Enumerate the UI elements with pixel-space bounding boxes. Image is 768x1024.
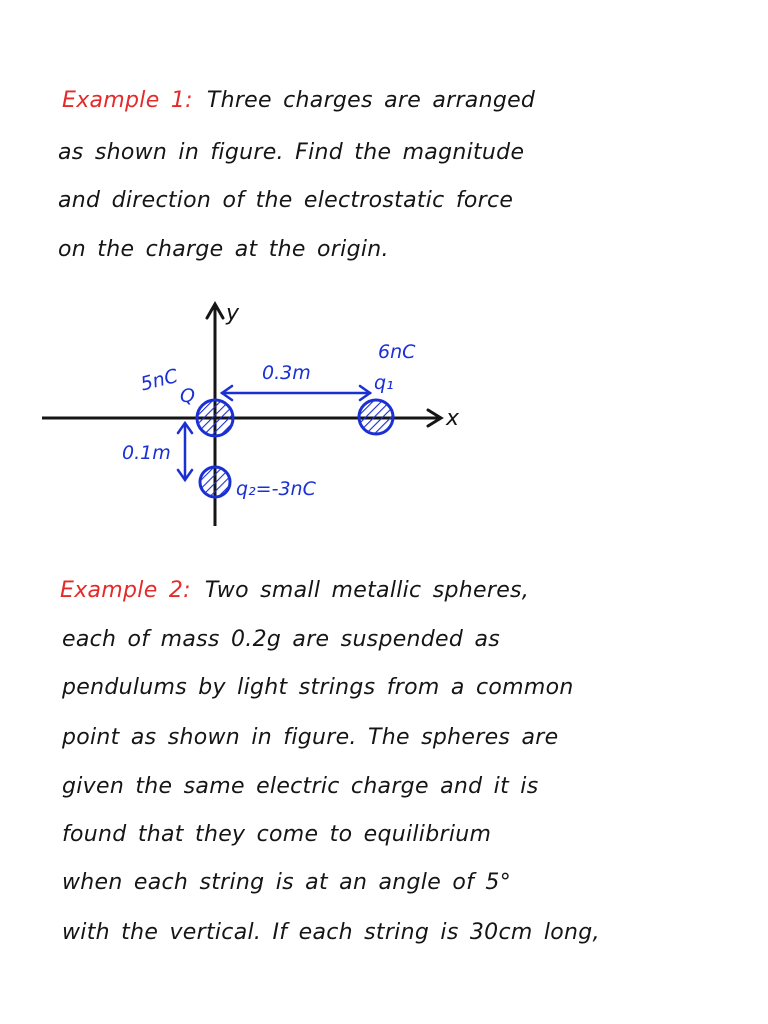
- example-1-line-3: and direction of the electrostatic force: [58, 188, 514, 213]
- example-2-line-8: with the vertical. If each string is 30cm long,: [62, 920, 600, 945]
- example-2-text: Two small metallic spheres,: [204, 578, 530, 603]
- example-1-line-1: [62, 88, 535, 113]
- example-1-line-2: as shown in figure. Find the magnitude: [58, 140, 525, 165]
- example-2-heading: Example 2:: [60, 578, 191, 603]
- origin-charge-name: Q: [180, 385, 195, 407]
- origin-charge-value: 5nC: [138, 365, 181, 396]
- charge-diagram: [0, 290, 768, 540]
- charge-1-value: 6nC: [378, 341, 416, 363]
- distance-y-arrow: [178, 423, 192, 480]
- charge-2-label: q₂=-3nC: [236, 478, 316, 500]
- example-2-line-7: when each string is at an angle of 5°: [62, 870, 512, 895]
- example-2-line-2: each of mass 0.2g are suspended as: [62, 627, 500, 652]
- charge-2-sphere: [200, 467, 230, 497]
- x-axis-label: x: [446, 406, 460, 431]
- distance-x-label: 0.3m: [262, 362, 311, 384]
- distance-x-arrow: [222, 386, 370, 400]
- example-2-line-5: given the same electric charge and it is: [62, 774, 539, 799]
- charge-1-name: q₁: [374, 372, 394, 394]
- example-2-line-1: [60, 578, 529, 603]
- example-1-text: Three charges are arranged: [206, 88, 536, 113]
- distance-y-label: 0.1m: [122, 442, 171, 464]
- example-2-line-3: pendulums by light strings from a common: [62, 675, 574, 700]
- charge-1-sphere: [359, 400, 393, 434]
- example-1-line-4: on the charge at the origin.: [58, 237, 389, 262]
- example-1-heading: Example 1:: [62, 88, 193, 113]
- example-2-line-4: point as shown in figure. The spheres are: [62, 725, 559, 750]
- origin-charge-sphere: [197, 400, 233, 436]
- example-2-line-6: found that they come to equilibrium: [62, 822, 492, 847]
- y-axis-label: y: [226, 301, 240, 326]
